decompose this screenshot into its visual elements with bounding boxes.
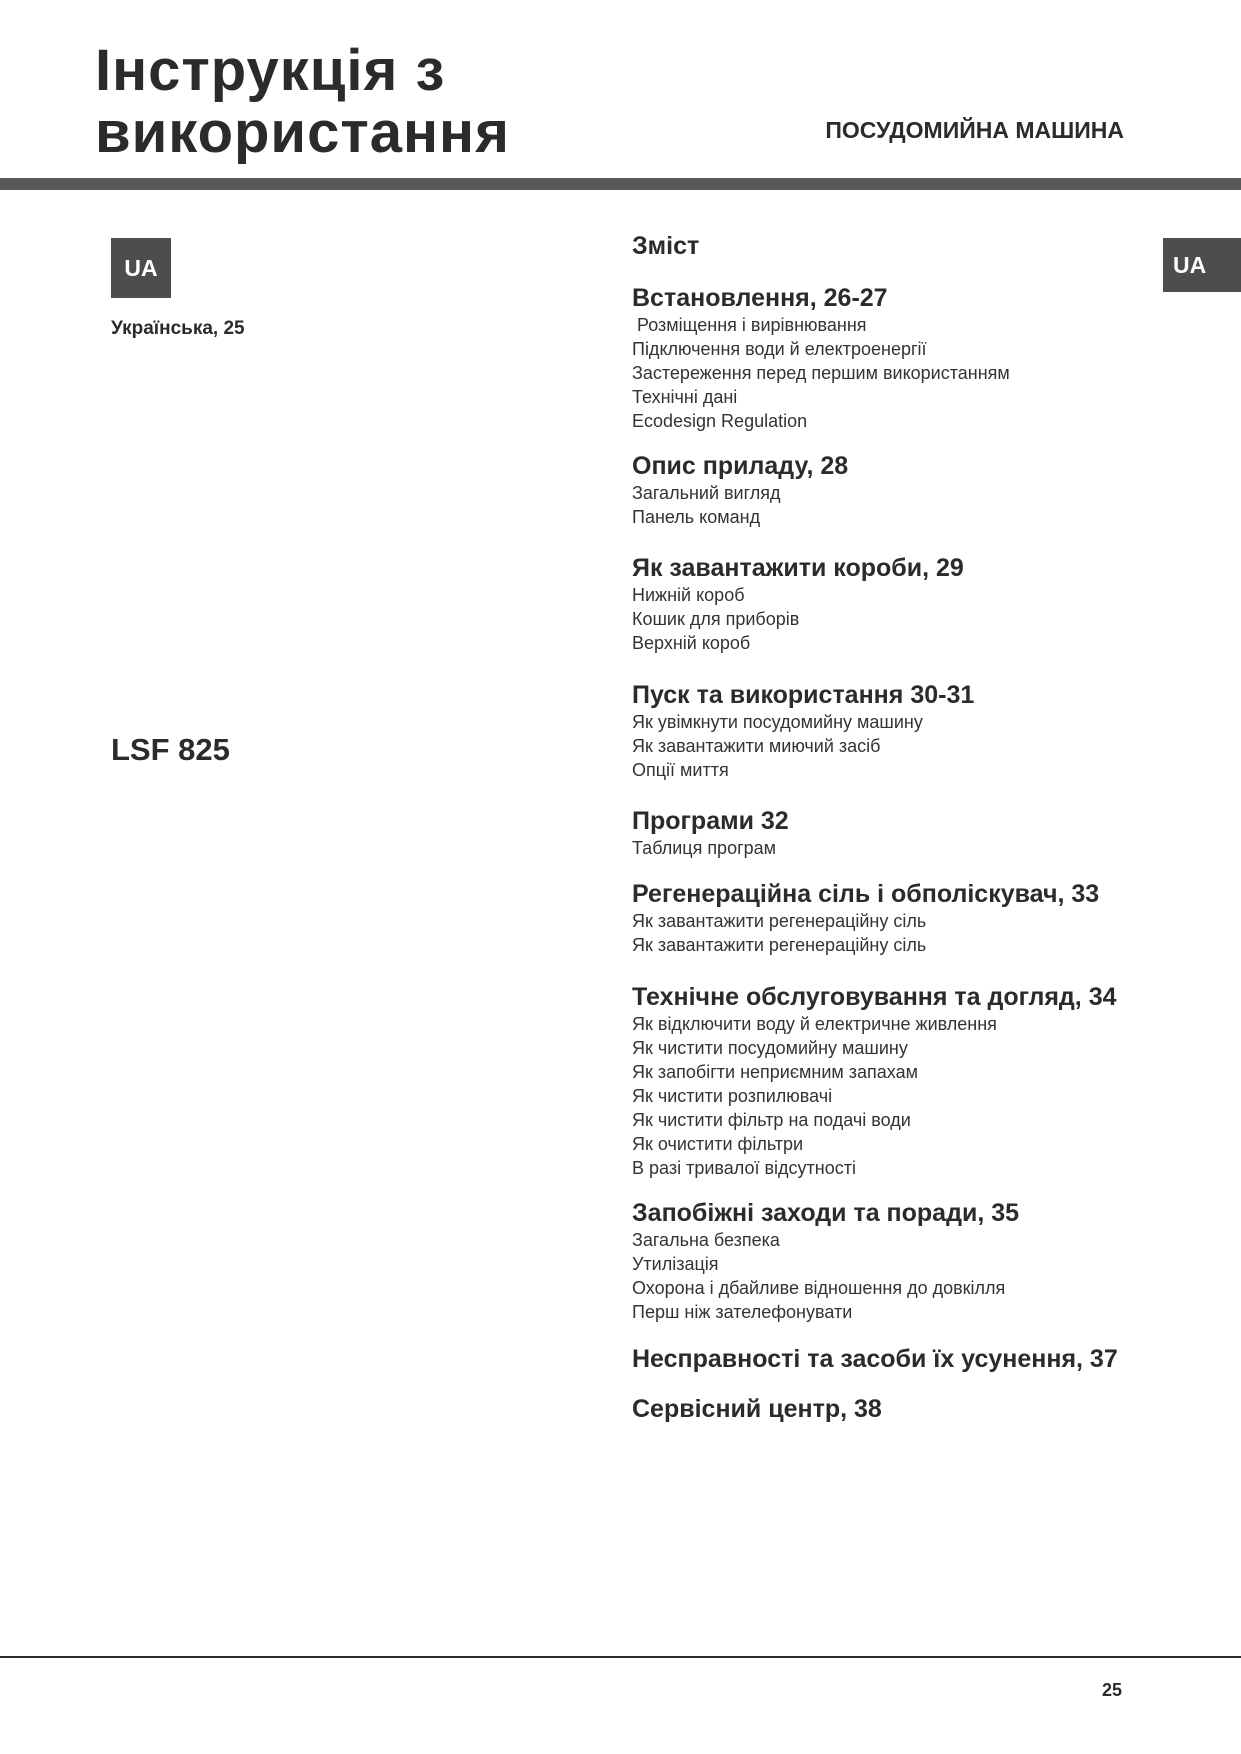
toc-item: Застереження перед першим використанням [632,363,1010,383]
title-line-2: використання [95,100,510,165]
toc-item: Як відключити воду й електричне живлення [632,1014,997,1034]
toc-item: Нижній короб [632,585,745,605]
toc-section [632,806,789,860]
toc-heading: Зміст [632,232,700,260]
toc-item: Панель команд [632,507,761,527]
toc-section-title: Як завантажити короби, 29 [632,554,964,582]
toc-item: Як запобігти неприємним запахам [632,1062,918,1082]
language-badge: UA [111,238,171,298]
toc-section-title: Опис приладу, 28 [632,452,849,480]
product-type: ПОСУДОМИЙНА МАШИНА [825,117,1124,143]
toc-item: Загальна безпека [632,1230,780,1250]
toc-section-title: Сервісний центр, 38 [632,1395,882,1423]
toc-item: Як чистити посудомийну машину [632,1038,908,1058]
toc-section [632,283,1010,433]
toc-item: Ecodesign Regulation [632,411,808,431]
toc-section [632,879,1099,957]
toc-item: Як увімкнути посудомийну машину [632,712,923,732]
toc-item: Верхній короб [632,633,751,653]
footer-divider [0,1656,1241,1658]
toc-item: Кошик для приборів [632,609,800,629]
toc-section-title: Встановлення, 26-27 [632,284,888,312]
toc-item: Як очистити фільтри [632,1134,804,1154]
toc-item: Як чистити розпилювачі [632,1086,833,1106]
toc-section-title: Пуск та використання 30-31 [632,681,975,709]
toc-section [632,1394,882,1424]
toc-item: В разі тривалої відсутності [632,1158,856,1178]
toc-item: Опції миття [632,760,729,780]
toc-section-title: Технічне обслуговування та догляд, 34 [632,983,1117,1011]
toc-item: Як завантажити миючий засіб [632,736,881,756]
toc-item: Охорона і дбайливе відношення до довкілля [632,1278,1006,1298]
toc-item: Як чистити фільтр на подачі води [632,1110,911,1130]
toc-item: Таблиця програм [632,838,777,858]
toc-section [632,1344,1118,1374]
toc-section-title: Несправності та засоби їх усунення, 37 [632,1345,1118,1373]
title-line-1: Інструкція з [95,38,446,103]
toc-section-title: Регенераційна сіль і обполіскувач, 33 [632,880,1100,908]
toc-section-title: Програми 32 [632,807,789,835]
toc-section [632,982,1117,1180]
toc-section [632,680,974,782]
model-number: LSF 825 [111,732,230,767]
header-divider [0,178,1241,190]
toc-item: Як завантажити регенераційну сіль [632,911,927,931]
document-title [95,40,510,164]
language-reference: Українська, 25 [111,318,245,339]
toc-section [632,1198,1019,1324]
toc-item: Утилізація [632,1254,719,1274]
toc-item: Загальний вигляд [632,483,781,503]
toc-item: Як завантажити регенераційну сіль [632,935,927,955]
language-side-tab: UA [1163,238,1241,292]
toc-section [632,553,964,655]
toc-item: Підключення води й електроенергії [632,339,927,359]
toc-item: Технічні дані [632,387,738,407]
toc-section [632,451,848,529]
page-number: 25 [1101,1680,1122,1700]
toc-item: Перш ніж зателефонувати [632,1302,853,1322]
toc-section-title: Запобіжні заходи та поради, 35 [632,1199,1020,1227]
toc-item: Розміщення і вирівнювання [632,315,867,335]
